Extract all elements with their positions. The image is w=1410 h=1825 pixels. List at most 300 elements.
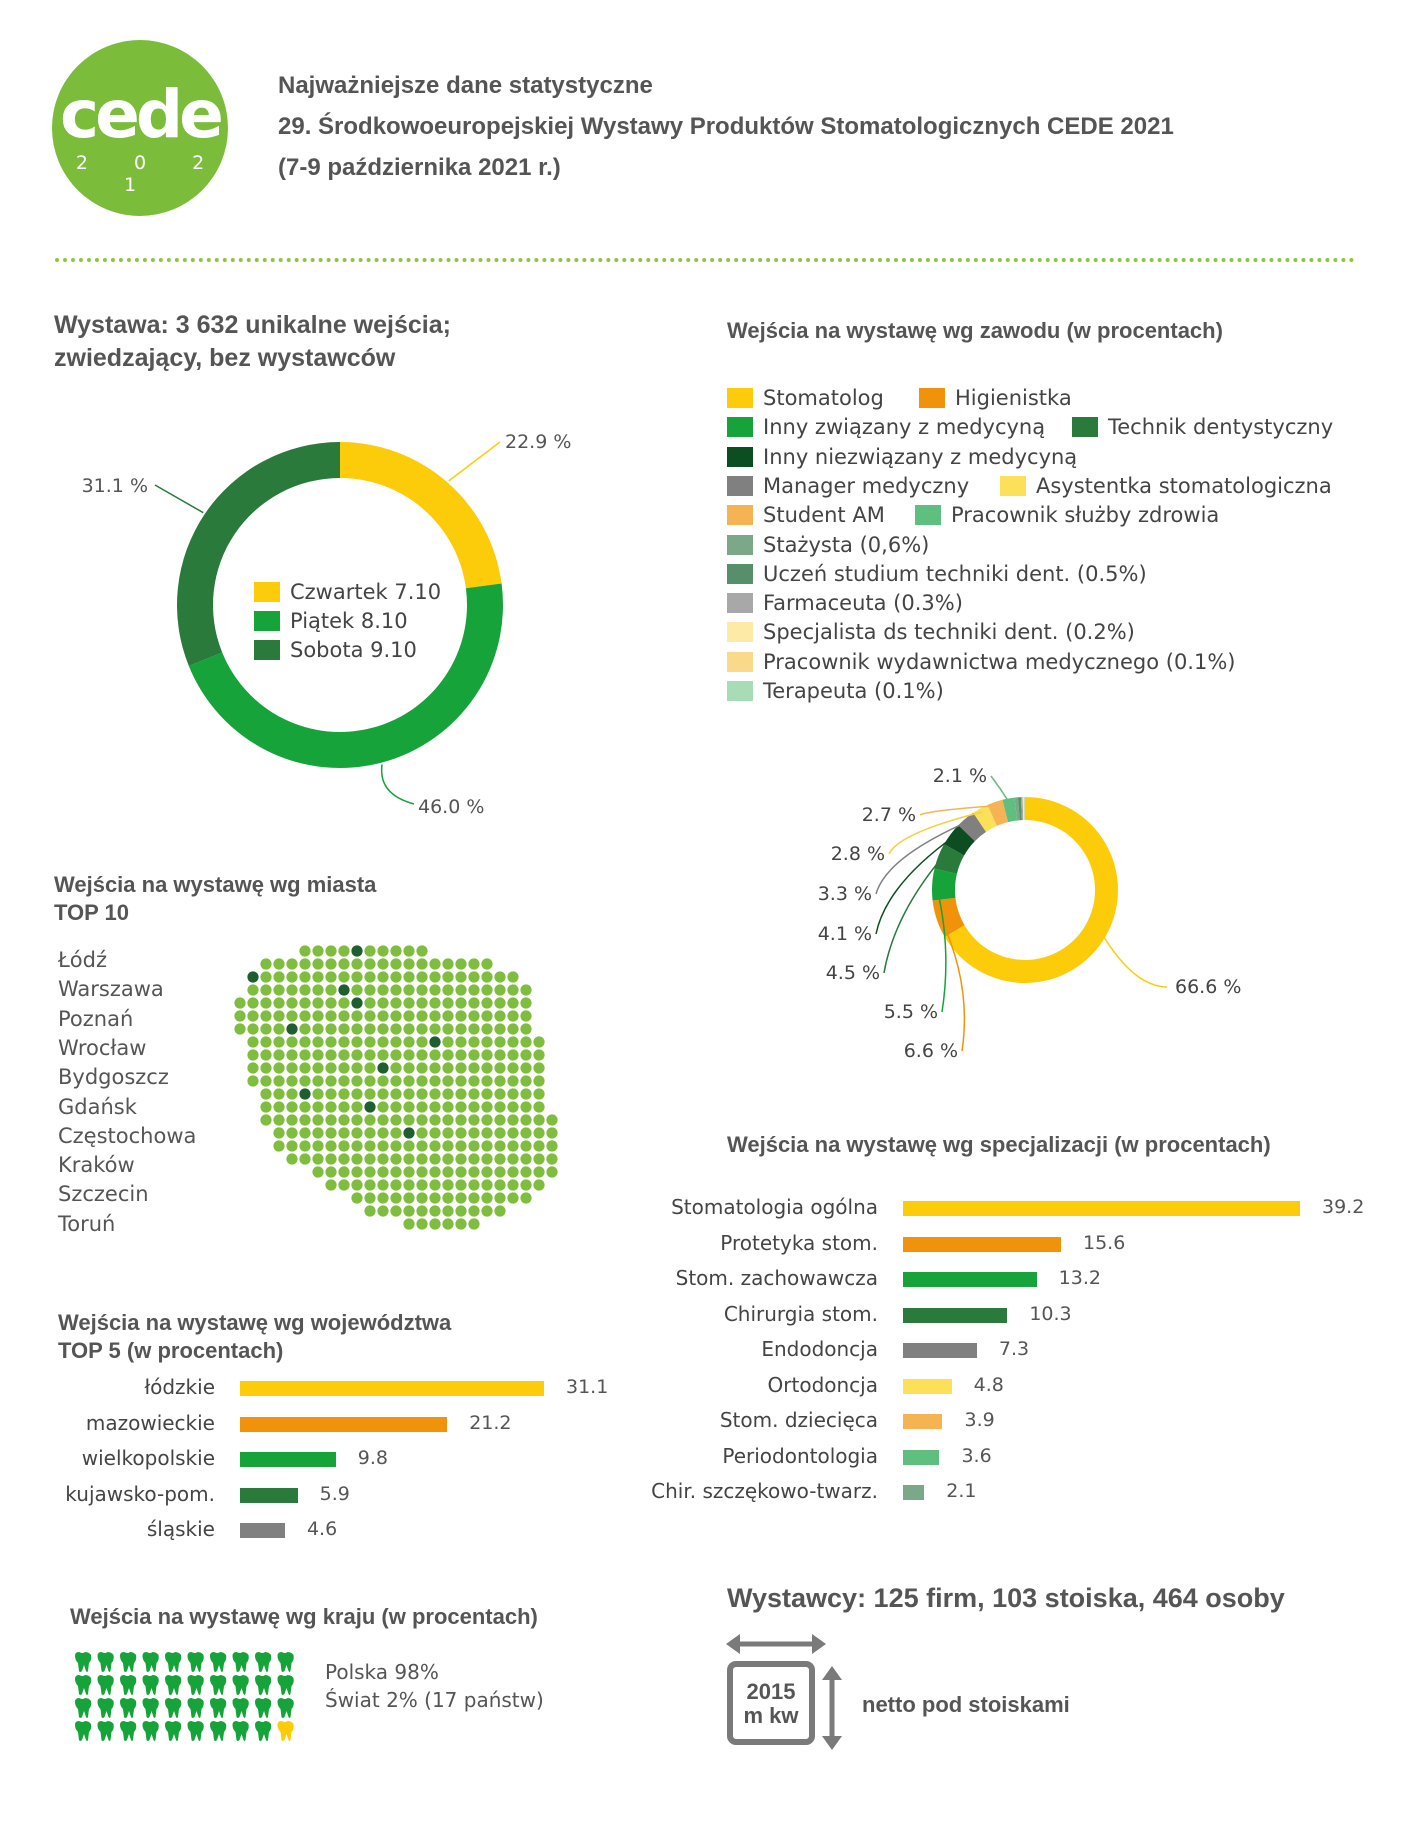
legend-label: Uczeń studium techniki dent. (0.5%): [763, 561, 1147, 586]
map-dot: [416, 971, 427, 982]
map-dot: [455, 958, 466, 969]
legend-swatch: [727, 476, 753, 496]
zawod-legend-item: [727, 415, 1045, 439]
map-dot: [416, 1023, 427, 1034]
map-dot: [416, 1205, 427, 1216]
map-dot: [442, 1101, 453, 1112]
map-dot: [533, 1049, 544, 1060]
map-dot: [247, 1062, 258, 1073]
map-dot: [364, 1166, 375, 1177]
map-dot: [325, 1049, 336, 1060]
tooth-icon: [75, 1675, 91, 1695]
map-dot: [377, 1010, 388, 1021]
area-unit: m kw: [743, 1703, 799, 1728]
map-dot: [390, 1153, 401, 1164]
map-dot: [416, 945, 427, 956]
tooth-icon: [143, 1721, 159, 1741]
map-dot: [390, 1049, 401, 1060]
legend-swatch: [254, 582, 280, 602]
woj-title-2: TOP 5 (w procentach): [58, 1338, 284, 1363]
map-dot: [481, 1088, 492, 1099]
map-dot: [468, 1205, 479, 1216]
map-dot: [260, 1010, 271, 1021]
map-dot: [468, 1010, 479, 1021]
zawod-slice-label: 4.5 %: [825, 962, 880, 984]
map-dot: [247, 997, 258, 1008]
map-dot: [325, 1062, 336, 1073]
map-dot: [377, 1179, 388, 1190]
tooth-icon: [278, 1675, 294, 1695]
map-dot: [442, 1114, 453, 1125]
map-dot: [468, 1023, 479, 1034]
map-dot: [299, 1114, 310, 1125]
legend-swatch: [727, 447, 753, 467]
map-dot: [338, 1140, 349, 1151]
spec-bar: [903, 1272, 1037, 1287]
map-dot: [416, 984, 427, 995]
zawod-legend-item: [727, 591, 963, 615]
spec-value-label: 3.6: [961, 1444, 992, 1467]
map-dot: [403, 1114, 414, 1125]
map-dot: [481, 1049, 492, 1060]
map-dot: [377, 945, 388, 956]
map-dot: [273, 1140, 284, 1151]
map-dot: [286, 1036, 297, 1047]
map-dot: [455, 1205, 466, 1216]
woj-bar: [240, 1417, 447, 1432]
map-dot: [351, 1062, 362, 1073]
city-marker-dot: [299, 1088, 310, 1099]
map-dot: [520, 997, 531, 1008]
days-donut: [177, 442, 503, 768]
tooth-icon: [210, 1652, 226, 1672]
tooth-icon: [98, 1721, 114, 1741]
map-dot: [494, 1166, 505, 1177]
map-dot: [403, 1010, 414, 1021]
map-dot: [364, 971, 375, 982]
spec-category-label: Chir. szczękowo-twarz.: [651, 1479, 878, 1503]
map-dot: [533, 1127, 544, 1138]
map-dot: [481, 1062, 492, 1073]
map-dot: [507, 1179, 518, 1190]
map-dot: [442, 1127, 453, 1138]
map-dot: [520, 1192, 531, 1203]
map-dot: [247, 984, 258, 995]
legend-swatch: [727, 417, 753, 437]
map-dot: [260, 1101, 271, 1112]
spec-category-label: Periodontologia: [722, 1443, 878, 1468]
map-dot: [494, 1088, 505, 1099]
tooth-icon: [210, 1698, 226, 1718]
days-leader-line: [155, 485, 203, 513]
map-dot: [325, 1023, 336, 1034]
legend-swatch: [1000, 476, 1026, 496]
tooth-icon: [165, 1698, 181, 1718]
woj-bar: [240, 1452, 336, 1467]
city-item: Poznań: [58, 1006, 134, 1031]
map-dot: [533, 1166, 544, 1177]
map-dot: [468, 1114, 479, 1125]
map-dot: [390, 1140, 401, 1151]
map-dot: [481, 1010, 492, 1021]
map-dot: [299, 1023, 310, 1034]
header-line-3: (7-9 października 2021 r.): [278, 154, 561, 181]
map-dot: [403, 1062, 414, 1073]
map-dot: [403, 1140, 414, 1151]
spec-bar: [903, 1485, 924, 1500]
map-dot: [455, 1218, 466, 1229]
map-dot: [481, 1205, 492, 1216]
map-dot: [390, 1179, 401, 1190]
map-dot: [299, 1127, 310, 1138]
map-dot: [507, 997, 518, 1008]
map-dot: [403, 1205, 414, 1216]
map-dot: [364, 1153, 375, 1164]
city-item: Warszawa: [58, 977, 164, 1002]
city-marker-dot: [351, 945, 362, 956]
map-dot: [247, 1036, 258, 1047]
map-dot: [429, 1192, 440, 1203]
tooth-icon: [255, 1698, 271, 1718]
zawod-donut-chart: [780, 740, 1280, 1080]
spec-value-label: 39.2: [1322, 1196, 1365, 1218]
map-dot: [390, 1062, 401, 1073]
tooth-icon: [143, 1698, 159, 1718]
map-dot: [403, 1101, 414, 1112]
map-dot: [494, 1127, 505, 1138]
map-dot: [416, 1179, 427, 1190]
map-dot: [494, 1036, 505, 1047]
tooth-icon: [75, 1652, 91, 1672]
map-dot: [533, 1140, 544, 1151]
tooth-icon: [188, 1652, 204, 1672]
map-dot: [494, 1075, 505, 1086]
map-dot: [338, 1101, 349, 1112]
logo-word: cede: [60, 76, 220, 153]
zawod-slice-label: 2.7 %: [861, 804, 916, 826]
wystawcy-title: Wystawcy: 125 firm, 103 stoiska, 464 osoby: [727, 1583, 1285, 1613]
map-dot: [442, 1036, 453, 1047]
map-dot: [442, 1218, 453, 1229]
map-dot: [442, 1166, 453, 1177]
map-dot: [442, 1049, 453, 1060]
map-dot: [416, 958, 427, 969]
map-dot: [377, 984, 388, 995]
map-dot: [429, 1140, 440, 1151]
woj-value-label: 21.2: [469, 1411, 512, 1434]
map-dot: [351, 1088, 362, 1099]
legend-swatch: [727, 564, 753, 584]
map-dot: [416, 1101, 427, 1112]
map-dot: [338, 971, 349, 982]
map-dot: [351, 1127, 362, 1138]
tooth-icon: [75, 1698, 91, 1718]
map-dot: [429, 1062, 440, 1073]
zawod-legend-item: [1072, 415, 1333, 439]
map-dot: [507, 1166, 518, 1177]
map-dot: [429, 1075, 440, 1086]
map-dot: [286, 1101, 297, 1112]
tooth-icon: [278, 1698, 294, 1718]
map-dot: [416, 997, 427, 1008]
zawod-slice-label: 2.1 %: [932, 765, 987, 787]
map-dot: [312, 1023, 323, 1034]
map-dot: [403, 1075, 414, 1086]
tooth-icon: [75, 1721, 91, 1741]
map-dot: [429, 1218, 440, 1229]
map-dot: [286, 1010, 297, 1021]
map-dot: [481, 1127, 492, 1138]
tooth-icon: [278, 1652, 294, 1672]
map-dot: [364, 997, 375, 1008]
map-dot: [507, 1023, 518, 1034]
map-dot: [494, 971, 505, 982]
map-dot: [377, 1166, 388, 1177]
map-dot: [390, 1205, 401, 1216]
area-value-box: [732, 1680, 810, 1728]
city-item: Szczecin: [58, 1182, 149, 1207]
map-dot: [338, 1075, 349, 1086]
map-dot: [286, 1049, 297, 1060]
map-dot: [234, 1023, 245, 1034]
map-dot: [351, 1179, 362, 1190]
days-slice-label: 31.1 %: [81, 475, 148, 497]
map-dot: [390, 945, 401, 956]
legend-label: Inny niezwiązany z medycyną: [763, 444, 1078, 469]
legend-swatch: [254, 640, 280, 660]
map-dot: [494, 1023, 505, 1034]
map-dot: [364, 1049, 375, 1060]
cede-logo: [52, 40, 228, 216]
header-line-1: Najważniejsze dane statystyczne: [278, 72, 653, 99]
map-dot: [429, 1205, 440, 1216]
map-dot: [416, 1153, 427, 1164]
map-dot: [351, 958, 362, 969]
map-dot: [403, 945, 414, 956]
map-dot: [533, 1114, 544, 1125]
map-dot: [442, 1140, 453, 1151]
map-dot: [429, 1127, 440, 1138]
tooth-icon: [98, 1675, 114, 1695]
map-dot: [325, 1166, 336, 1177]
zawod-slice-label: 2.8 %: [830, 843, 885, 865]
map-dot: [403, 971, 414, 982]
map-dot: [377, 958, 388, 969]
map-dot: [442, 1153, 453, 1164]
map-dot: [377, 1101, 388, 1112]
map-dot: [338, 1010, 349, 1021]
spec-bar: [903, 1308, 1007, 1323]
map-dot: [403, 1166, 414, 1177]
map-dot: [507, 1114, 518, 1125]
map-dot: [494, 1114, 505, 1125]
map-dot: [338, 1062, 349, 1073]
spec-bar: [903, 1201, 1300, 1216]
map-dot: [377, 971, 388, 982]
map-dot: [494, 1205, 505, 1216]
map-dot: [403, 1036, 414, 1047]
tooth-icon: [120, 1698, 136, 1718]
map-dot: [273, 971, 284, 982]
woj-value-label: 31.1: [566, 1376, 609, 1398]
map-dot: [312, 1127, 323, 1138]
map-dot: [481, 1114, 492, 1125]
map-dot: [520, 1166, 531, 1177]
map-dot: [390, 1075, 401, 1086]
map-dot: [442, 1010, 453, 1021]
map-dot: [299, 1153, 310, 1164]
map-dot: [455, 971, 466, 982]
map-dot: [312, 1114, 323, 1125]
map-dot: [312, 1010, 323, 1021]
map-dot: [325, 1010, 336, 1021]
map-dot: [377, 1023, 388, 1034]
spec-value-label: 13.2: [1058, 1267, 1101, 1289]
map-dot: [494, 1140, 505, 1151]
zawod-title: Wejścia na wystawę wg zawodu (w procentach): [727, 318, 1223, 343]
zawod-legend-item: [727, 533, 929, 557]
map-dot: [234, 1010, 245, 1021]
spec-value-label: 10.3: [1029, 1302, 1072, 1325]
legend-label: Higienistka: [955, 386, 1072, 410]
map-dot: [481, 1153, 492, 1164]
legend-label: Terapeuta (0.1%): [763, 679, 944, 703]
map-dot: [325, 1088, 336, 1099]
map-dot: [455, 1166, 466, 1177]
legend-label: Czwartek 7.10: [290, 580, 442, 604]
map-dot: [377, 1205, 388, 1216]
map-dot: [416, 1075, 427, 1086]
map-dot: [312, 945, 323, 956]
map-dot: [312, 1049, 323, 1060]
city-marker-dot: [286, 1023, 297, 1034]
city-item: Toruń: [58, 1211, 116, 1236]
legend-label: Inny związany z medycyną: [763, 415, 1046, 440]
map-dot: [455, 1127, 466, 1138]
map-dot: [338, 1179, 349, 1190]
map-dot: [273, 1062, 284, 1073]
map-dot: [338, 945, 349, 956]
zawod-slice-label: 6.6 %: [903, 1040, 958, 1062]
map-dot: [481, 1023, 492, 1034]
city-item: Wrocław: [58, 1035, 147, 1060]
zawod-legend-item: [915, 503, 1219, 527]
zawod-slice-label: 66.6 %: [1175, 976, 1242, 998]
map-dot: [507, 1101, 518, 1112]
map-dot: [455, 997, 466, 1008]
city-marker-dot: [364, 1101, 375, 1112]
tooth-icon: [98, 1652, 114, 1672]
map-dot: [481, 1140, 492, 1151]
kraj-swiat: Świat 2% (17 państw): [325, 1688, 544, 1712]
map-dot: [273, 984, 284, 995]
map-dot: [507, 1036, 518, 1047]
map-dot: [520, 1140, 531, 1151]
map-dot: [455, 1153, 466, 1164]
map-dot: [299, 1140, 310, 1151]
map-dot: [520, 1036, 531, 1047]
map-dot: [273, 1127, 284, 1138]
map-dot: [416, 1218, 427, 1229]
map-dot: [364, 1114, 375, 1125]
map-dot: [468, 1088, 479, 1099]
map-dot: [390, 984, 401, 995]
spec-bar: [903, 1450, 939, 1465]
map-dot: [364, 1127, 375, 1138]
map-dot: [312, 1140, 323, 1151]
map-dot: [325, 984, 336, 995]
map-dot: [442, 1062, 453, 1073]
map-dot: [312, 997, 323, 1008]
map-dot: [481, 1075, 492, 1086]
map-dot: [377, 1075, 388, 1086]
miasta-title-1: Wejścia na wystawę wg miasta: [54, 872, 377, 897]
spec-bar: [903, 1343, 977, 1358]
map-dot: [468, 1101, 479, 1112]
map-dot: [468, 1140, 479, 1151]
map-dot: [351, 1049, 362, 1060]
map-dot: [351, 971, 362, 982]
map-dot: [299, 984, 310, 995]
tooth-icon: [255, 1675, 271, 1695]
map-dot: [260, 984, 271, 995]
legend-label: Stażysta (0,6%): [763, 532, 930, 557]
legend-label: Stomatolog: [763, 386, 884, 410]
map-dot: [481, 1101, 492, 1112]
map-dot: [546, 1140, 557, 1151]
map-dot: [351, 1101, 362, 1112]
map-dot: [546, 1114, 557, 1125]
city-marker-dot: [377, 1062, 388, 1073]
legend-swatch: [727, 388, 753, 408]
map-dot: [351, 1153, 362, 1164]
zawod-legend-item: [919, 386, 1072, 410]
map-dot: [442, 997, 453, 1008]
map-dot: [468, 1049, 479, 1060]
legend-label: Student AM: [763, 503, 885, 528]
map-dot: [260, 971, 271, 982]
woj-value-label: 9.8: [357, 1447, 388, 1469]
map-dot: [403, 1088, 414, 1099]
city-item: Bydgoszcz: [58, 1065, 169, 1090]
map-dot: [455, 1075, 466, 1086]
map-dot: [312, 1075, 323, 1086]
map-dot: [260, 1114, 271, 1125]
map-dot: [403, 1153, 414, 1164]
map-dot: [520, 1153, 531, 1164]
map-dot: [429, 997, 440, 1008]
map-dot: [299, 997, 310, 1008]
map-dot: [273, 1114, 284, 1125]
map-dot: [520, 1010, 531, 1021]
woj-category-label: mazowieckie: [85, 1410, 215, 1435]
map-dot: [312, 984, 323, 995]
spec-category-label: Protetyka stom.: [720, 1230, 878, 1255]
map-dot: [286, 958, 297, 969]
zawod-legend-item: [727, 474, 969, 498]
spec-value-label: 15.6: [1082, 1231, 1126, 1254]
map-dot: [351, 1114, 362, 1125]
spec-bar: [903, 1414, 942, 1429]
map-dot: [416, 1062, 427, 1073]
map-dot: [468, 1166, 479, 1177]
area-value: 2015: [746, 1679, 796, 1704]
map-dot: [468, 1218, 479, 1229]
map-dot: [403, 997, 414, 1008]
map-dot: [416, 1114, 427, 1125]
map-dot: [481, 984, 492, 995]
map-dot: [364, 1192, 375, 1203]
